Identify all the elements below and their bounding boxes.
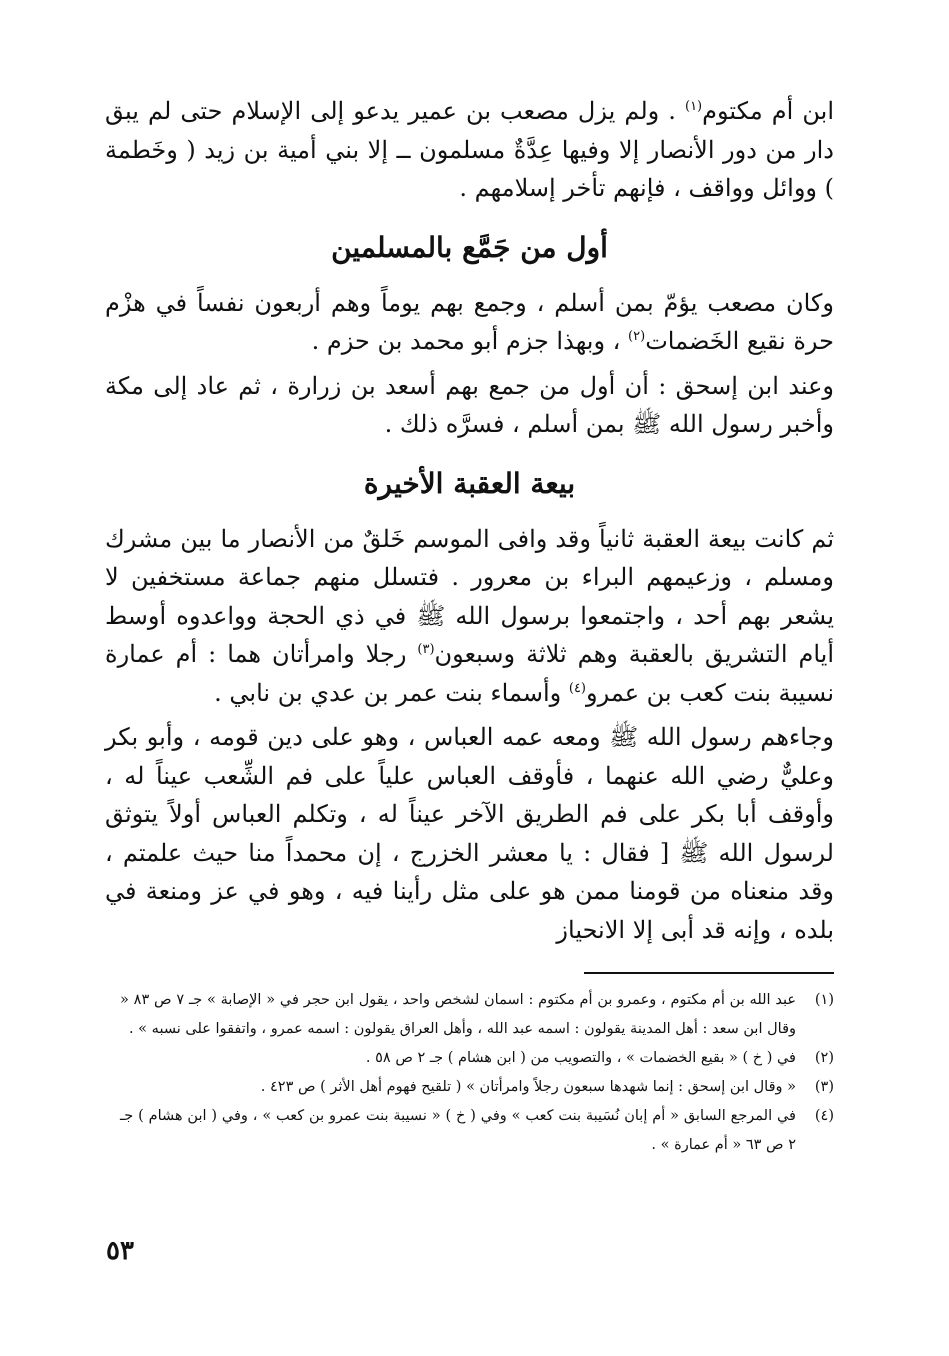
paragraph-2-rest: ، وبهذا جزم أبو محمد بن حزم . xyxy=(311,327,629,355)
section-heading-2: بيعة العقبة الأخيرة xyxy=(363,466,576,500)
footnote-separator xyxy=(584,972,834,974)
footnotes xyxy=(120,986,834,1160)
footnote-3 xyxy=(120,1073,834,1102)
footnote-text: في ( خ ) « بقيع الخضمات » ، والتصويب من ( ابن هشام ) جـ ٢ ص ٥٨ . xyxy=(365,1050,796,1066)
paragraph-1-text: ابن أم مكتوم xyxy=(702,97,835,125)
paragraph-4-mid: رجلا وامرأتان هما : أم عمارة نسيبة بنت كعب بن عمرو xyxy=(105,640,834,707)
paragraph-3: وعند ابن إسحق : أن أول من جمع بهم أسعد بن زرارة ، ثم عاد إلى مكة وأخبر رسول الله ﷺ بمن أسلم ، فسرَّه ذلك . xyxy=(105,371,834,438)
footnote-number: (٤) xyxy=(814,1108,834,1124)
paragraph-4-rest: وأسماء بنت عمر بن عدي بن نابي . xyxy=(214,678,569,707)
paragraph-4-text: ثم كانت بيعة العقبة ثانياً وقد وافى الموسم خَلقٌ من الأنصار ما بين مشرك ومسلم ، وزعيمهم البراء بن معرور . فتسلل منهم جماعة مستخفين لا يشعر بهم أحد ، واجتمعوا برسول الله ﷺ في ذي الحجة وواعدوه أوسط أيام التشريق بالعقبة وهم ثلاثة وسبعون xyxy=(105,524,835,668)
footnote-text: عبد الله بن أم مكتوم ، وعمرو بن أم مكتوم : اسمان لشخص واحد ، يقول ابن حجر في « الإصابة » جـ ٧ ص ٨٣ « وقال ابن سعد : أهل المدينة يقولون : اسمه عبد الله ، وأهل العراق يقولون : اسمه عمرو ، واتفقوا على نسبه » . xyxy=(120,992,796,1037)
section-heading-1: أول من جَمَّع بالمسلمين xyxy=(331,230,608,264)
footnote-text: « وقال ابن إسحق : إنما شهدها سبعون رجلاً وامرأتان » ( تلقيح فهوم أهل الأثر ) ص ٤٢٣ . xyxy=(260,1079,796,1095)
footnote-number: (٣) xyxy=(814,1079,834,1095)
footnote-ref-2[interactable]: (٢) xyxy=(628,329,646,344)
footnote-ref-4[interactable]: (٤) xyxy=(568,680,586,696)
paragraph-4 xyxy=(105,520,834,713)
page-number: ٥٣ xyxy=(106,1236,134,1266)
paragraph-1-rest: . ولم يزل مصعب بن عمير يدعو إلى الإسلام حتى لم يبق دار من دور الأنصار إلا وفيها عِدَّةٌ مسلمون ــ إلا بني أمية بن زيد ( وخَطمة ) ووائل وواقف ، فإنهم تأخر إسلامهم . xyxy=(105,97,834,202)
paragraph-2 xyxy=(105,284,834,361)
footnote-text: في المرجع السابق « أم إبان نُسَيبة بنت كعب » وفي ( خ ) « نسيبة بنت عمرو بن كعب » ، وفي ( ابن هشام ) جـ ٢ ص ٦٣ « أم عمارة » . xyxy=(120,1108,796,1153)
footnote-number: (١) xyxy=(814,992,834,1008)
footnote-ref-1[interactable]: (١) xyxy=(684,99,703,114)
footnote-number: (٢) xyxy=(814,1050,834,1066)
footnote-ref-3[interactable]: (٣) xyxy=(417,642,435,657)
footnote-1 xyxy=(120,986,834,1044)
paragraph-1 xyxy=(105,92,834,208)
footnote-2 xyxy=(120,1044,834,1073)
paragraph-5: وجاءهم رسول الله ﷺ ومعه عمه العباس ، وهو على دين قومه ، وأبو بكر وعليٌّ رضي الله عنهما ، فأوقف العباس علياً على فم الشِّعب عيناً له ، وأوقف أبا بكر على فم الطريق الآخر عيناً له ، وتكلم العباس أولاً يتوثق لرسول الله ﷺ [ فقال : يا معشر الخزرج ، إن محمداً منا حيث علمتم ، وقد منعناه من قومنا ممن هو على مثل رأينا فيه ، وهو في عز ومنعة في بلده ، وإنه قد أبى إلا الانحياز xyxy=(105,723,835,944)
footnote-4 xyxy=(120,1102,834,1160)
paragraph-2-text: وكان مصعب يؤمّ بمن أسلم ، وجمع بهم يوماً وهم أربعون نفساً في هزْم حرة نقيع الخَضمات xyxy=(105,288,834,355)
main-text xyxy=(105,92,834,949)
